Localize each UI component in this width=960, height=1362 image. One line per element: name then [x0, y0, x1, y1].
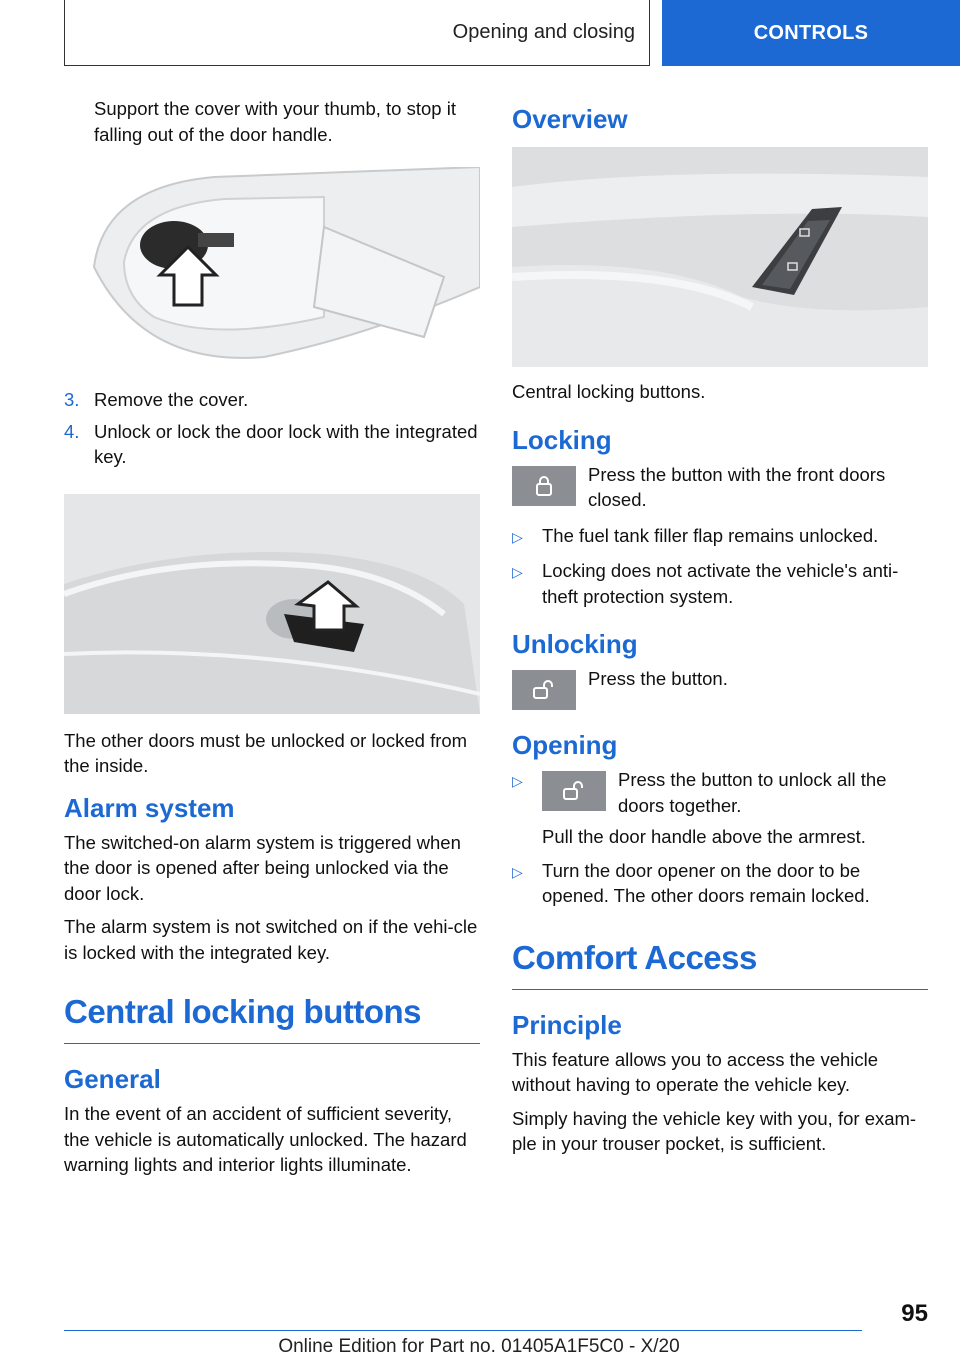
- heading-principle: Principle: [512, 1009, 622, 1040]
- paragraph: Press the button.: [588, 668, 728, 689]
- unlock-button-icon: [512, 670, 576, 710]
- heading-central-locking-buttons: Central locking buttons: [64, 993, 480, 1044]
- paragraph: In the event of an accident of sufficient severity, the vehicle is automatically unlocked. The hazard warning lights and interior lights illuminate.: [64, 1103, 467, 1175]
- central-locking-illustration: [512, 147, 928, 367]
- bullet-item: ▷ The fuel tank filler flap remains unlocked.: [512, 524, 879, 546]
- paragraph: The alarm system is not switched on if the vehi‐cle is locked with the integrated key.: [64, 916, 478, 963]
- bullet-item: ▷ Press the button to unlock all the doors together. Pull the door handle above the armrest.: [512, 769, 887, 847]
- unlock-button-icon: [542, 771, 606, 811]
- door-lock-key-image: [64, 494, 480, 714]
- header-chapter: CONTROLS: [662, 0, 960, 66]
- paragraph: Press the button with the front doors closed.: [588, 463, 886, 510]
- heading-unlocking: Unlocking: [512, 629, 638, 659]
- bullet-item: ▷ Turn the door opener on the door to be opened. The other doors remain locked.: [512, 859, 870, 906]
- paragraph: Support the cover with your thumb, to stop it falling out of the door handle.: [94, 98, 456, 145]
- paragraph: Simply having the vehicle key with you, for exam‐ple in your trouser pocket, is sufficient.: [512, 1107, 917, 1154]
- heading-overview: Overview: [512, 104, 628, 134]
- paragraph: The switched-on alarm system is triggered when the door is opened after being unlocked via the door lock.: [64, 831, 461, 904]
- door-handle-cover-illustration: [64, 167, 480, 365]
- step-item: 3. Remove the cover.: [64, 389, 249, 410]
- image-caption: Central locking buttons.: [512, 381, 706, 402]
- heading-comfort-access: Comfort Access: [512, 939, 928, 990]
- lock-button-icon: [512, 466, 576, 506]
- door-lock-key-illustration: [64, 494, 480, 714]
- heading-locking: Locking: [512, 424, 612, 455]
- paragraph: The other doors must be unlocked or locked from the inside.: [64, 729, 468, 776]
- page-number: 95: [901, 1300, 928, 1327]
- header-section: Opening and closing: [64, 0, 650, 66]
- heading-opening: Opening: [512, 730, 618, 760]
- central-locking-buttons-image: [512, 147, 928, 367]
- step-item: 4. Unlock or lock the door lock with the integrated key.: [64, 420, 478, 467]
- door-handle-cover-image: [64, 167, 480, 365]
- footer-edition: Online Edition for Part no. 01405A1F5C0 - X/20: [278, 1336, 680, 1357]
- footer-rule: [64, 1330, 862, 1331]
- heading-alarm-system: Alarm system: [64, 792, 235, 823]
- heading-general: General: [64, 1064, 161, 1094]
- left-column: [64, 96, 480, 1186]
- bullet-item: ▷ Locking does not activate the vehicle's anti‐theft protection system.: [512, 560, 899, 607]
- locking-button-row: [512, 462, 928, 513]
- right-column: [512, 96, 928, 1165]
- paragraph: This feature allows you to access the vehicle without having to operate the vehicle key.: [512, 1048, 879, 1095]
- unlocking-button-row: [512, 666, 928, 710]
